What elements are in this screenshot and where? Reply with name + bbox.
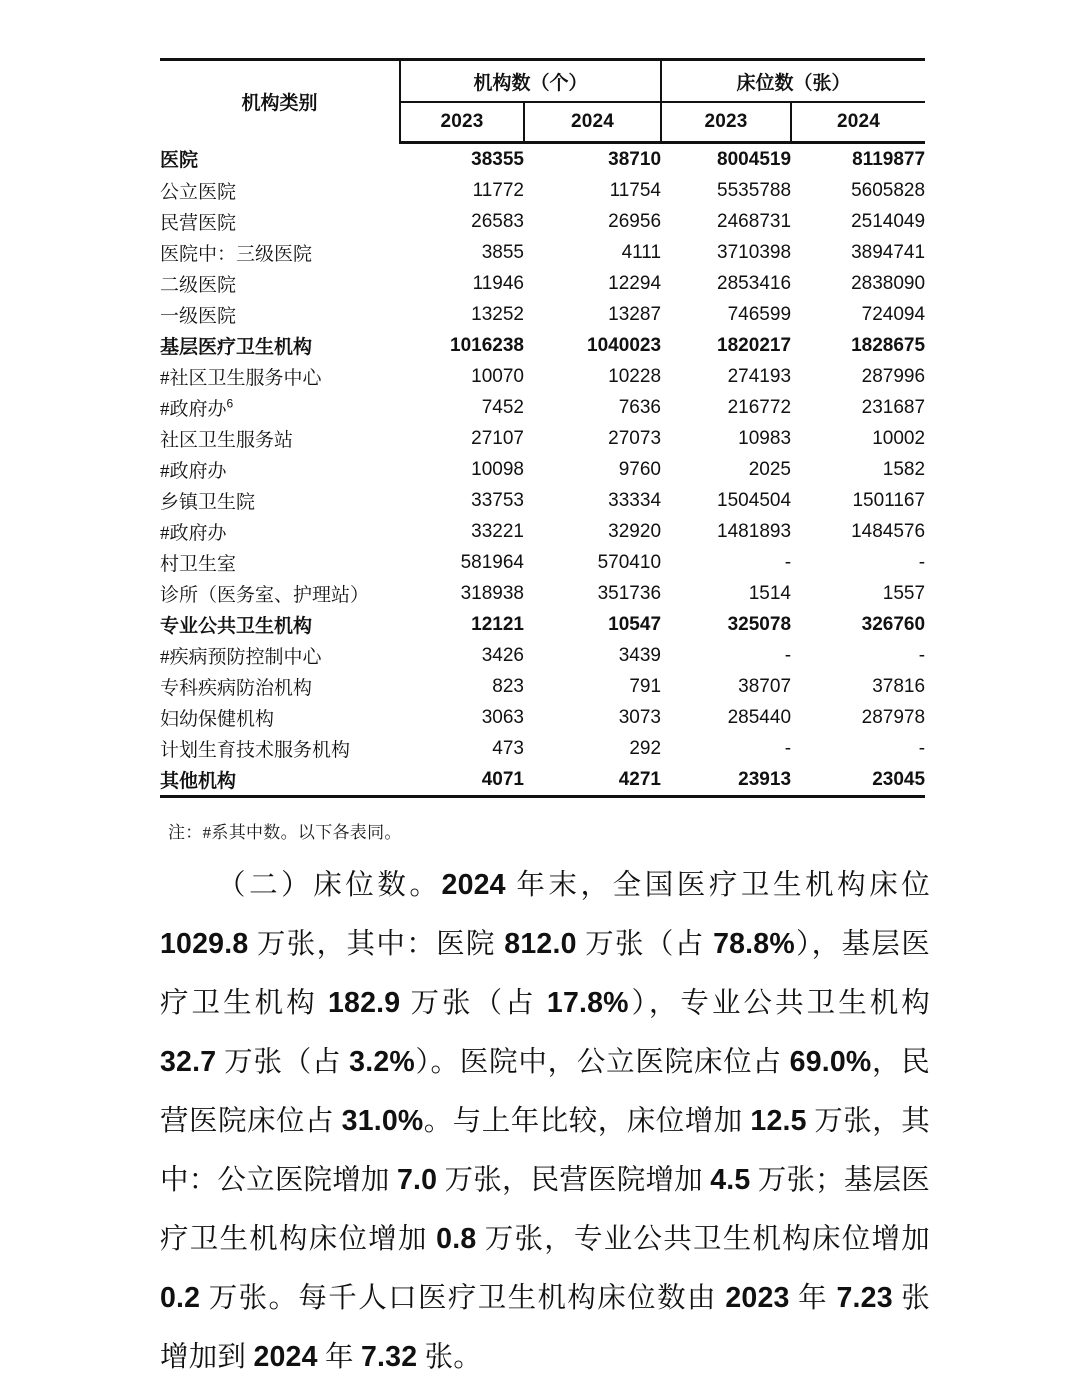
table-row [160, 392, 925, 423]
table-row [160, 671, 925, 702]
header-institutions-2024: 2024 [524, 102, 661, 143]
row-label: 妇幼保健机构 [160, 709, 275, 730]
health-institutions-table [160, 58, 925, 798]
cell-beds-2024: 1501167 [852, 489, 926, 511]
cell-institutions-2024: 27073 [608, 427, 662, 449]
cell-beds-2024: 5605828 [851, 179, 926, 201]
row-label: 基层医疗卫生机构 [160, 337, 313, 358]
cell-institutions-2024: 12294 [608, 272, 662, 294]
row-label: #政府办 [160, 523, 227, 544]
cell-beds-2024: 1557 [882, 582, 926, 604]
row-label: #社区卫生服务中心 [160, 368, 322, 389]
table-row [160, 609, 925, 640]
cell-institutions-2024: 26956 [608, 210, 662, 232]
header-beds-2023: 2023 [661, 102, 791, 143]
cell-institutions-2024: 3073 [618, 706, 662, 728]
cell-institutions-2023: 3855 [481, 241, 524, 263]
table-row [160, 299, 925, 330]
cell-institutions-2023: 1016238 [450, 334, 524, 356]
cell-institutions-2024: 32920 [608, 520, 662, 542]
row-label: 专业公共卫生机构 [160, 616, 313, 637]
cell-institutions-2023: 13252 [471, 303, 524, 325]
cell-beds-2023: 5535788 [717, 179, 792, 201]
cell-beds-2023: 8004519 [717, 148, 792, 170]
cell-institutions-2024: 4111 [621, 241, 662, 263]
cell-institutions-2024: 10547 [608, 613, 662, 635]
cell-institutions-2023: 11772 [472, 179, 524, 201]
cell-beds-2023: 23913 [661, 764, 791, 797]
cell-institutions-2023: 4071 [400, 764, 524, 797]
cell-beds-2024: 2838090 [851, 272, 926, 294]
cell-institutions-2024: 9760 [618, 458, 662, 480]
cell-beds-2024: 37816 [872, 675, 926, 697]
table-row [160, 330, 925, 361]
cell-institutions-2024: 570410 [597, 551, 662, 573]
cell-institutions-2023: 10098 [471, 458, 524, 480]
row-label: 医院中：三级医院 [160, 244, 313, 265]
cell-institutions-2023: 33221 [471, 520, 524, 542]
row-label: #疾病预防控制中心 [160, 647, 322, 668]
cell-institutions-2024: 11754 [609, 179, 662, 201]
cell-beds-2024: 231687 [861, 396, 926, 418]
cell-institutions-2023: 823 [492, 675, 524, 697]
cell-beds-2024: 326760 [861, 613, 926, 635]
header-category: 机构类别 [160, 60, 400, 143]
cell-beds-2023: 10983 [738, 427, 792, 449]
row-label: #政府办 [160, 461, 227, 482]
cell-beds-2024: 1828675 [851, 334, 926, 356]
table-row [160, 764, 925, 797]
table-row [160, 547, 925, 578]
cell-institutions-2023: 38355 [471, 148, 524, 170]
header-group-row [160, 60, 925, 103]
cell-beds-2023: 2853416 [717, 272, 792, 294]
cell-institutions-2024: 351736 [597, 582, 662, 604]
cell-institutions-2024: 4271 [524, 764, 661, 797]
cell-beds-2024: 1484576 [851, 520, 926, 542]
table-row [160, 423, 925, 454]
cell-institutions-2024: 38710 [608, 148, 662, 170]
cell-beds-2024: 8119877 [852, 148, 926, 170]
header-institutions-2023: 2023 [400, 102, 524, 143]
cell-beds-2024: - [918, 737, 926, 759]
table-row [160, 640, 925, 671]
row-label: 二级医院 [160, 275, 237, 296]
cell-institutions-2023: 27107 [471, 427, 524, 449]
row-label: #政府办$^6$ [160, 396, 234, 420]
cell-beds-2024: 23045 [791, 764, 925, 797]
row-label: 其他机构 [160, 764, 400, 797]
cell-institutions-2024: 7636 [618, 396, 662, 418]
table-row [160, 516, 925, 547]
cell-beds-2024: 1582 [882, 458, 926, 480]
header-beds-2024: 2024 [791, 102, 925, 143]
cell-institutions-2023: 7452 [481, 396, 524, 418]
cell-beds-2024: - [918, 551, 926, 573]
cell-institutions-2023: 318938 [460, 582, 524, 604]
cell-beds-2023: 38707 [738, 675, 792, 697]
cell-beds-2023: 2025 [748, 458, 792, 480]
row-label: 乡镇卫生院 [160, 492, 256, 513]
cell-beds-2024: 287978 [861, 706, 926, 728]
cell-beds-2023: 1481893 [717, 520, 792, 542]
cell-institutions-2024: 292 [629, 737, 662, 759]
table-row [160, 578, 925, 609]
table-row [160, 206, 925, 237]
cell-institutions-2024: 13287 [608, 303, 662, 325]
table-body [160, 143, 925, 797]
table-row [160, 361, 925, 392]
cell-institutions-2024: 791 [629, 675, 662, 697]
cell-beds-2023: 274193 [727, 365, 792, 387]
table-row [160, 143, 925, 176]
cell-beds-2023: 285440 [727, 706, 792, 728]
cell-institutions-2024: 3439 [618, 644, 662, 666]
table-row [160, 454, 925, 485]
table-row [160, 485, 925, 516]
cell-beds-2023: 746599 [727, 303, 792, 325]
cell-institutions-2023: 3063 [481, 706, 524, 728]
cell-beds-2023: 2468731 [717, 210, 792, 232]
cell-institutions-2023: 12121 [471, 613, 524, 635]
table-row [160, 175, 925, 206]
table-header [160, 60, 925, 143]
cell-beds-2024: 2514049 [851, 210, 926, 232]
footnote-marker: 6 [226, 396, 234, 411]
table-row [160, 733, 925, 764]
row-label: 计划生育技术服务机构 [160, 740, 351, 761]
cell-institutions-2024: 10228 [608, 365, 662, 387]
cell-beds-2024: 287996 [861, 365, 926, 387]
row-label: 村卫生室 [160, 554, 237, 575]
cell-beds-2023: - [784, 551, 792, 573]
row-label: 社区卫生服务站 [160, 430, 294, 451]
cell-beds-2024: - [918, 644, 926, 666]
cell-beds-2023: 1820217 [717, 334, 792, 356]
row-label: 公立医院 [160, 182, 237, 203]
header-group-beds: 床位数（张） [661, 60, 925, 103]
table-row [160, 237, 925, 268]
cell-institutions-2023: 473 [492, 737, 524, 759]
cell-beds-2023: 3710398 [717, 241, 792, 263]
statistics-table-container [160, 58, 925, 798]
table-row [160, 268, 925, 299]
row-label: 一级医院 [160, 306, 237, 327]
row-label: 民营医院 [160, 213, 237, 234]
cell-institutions-2023: 11946 [472, 272, 524, 294]
cell-beds-2024: 10002 [872, 427, 926, 449]
row-label: 医院 [160, 150, 199, 172]
row-label: 诊所（医务室、护理站） [160, 585, 370, 606]
cell-beds-2023: 216772 [727, 396, 792, 418]
cell-beds-2023: 1514 [748, 582, 792, 604]
table-footnote: 注：#系其中数。以下各表同。 [168, 823, 402, 842]
row-label: 专科疾病防治机构 [160, 678, 313, 699]
cell-institutions-2023: 581964 [460, 551, 524, 573]
cell-institutions-2023: 33753 [471, 489, 524, 511]
cell-institutions-2024: 33334 [608, 489, 662, 511]
cell-institutions-2023: 10070 [471, 365, 524, 387]
header-group-institutions: 机构数（个） [400, 60, 661, 103]
cell-beds-2024: 724094 [861, 303, 926, 325]
cell-beds-2023: - [784, 737, 792, 759]
table-row [160, 702, 925, 733]
cell-institutions-2024: 1040023 [587, 334, 662, 356]
cell-beds-2023: 1504504 [717, 489, 792, 511]
body-paragraph: （二）床位数。2024 年末，全国医疗卫生机构床位 1029.8 万张，其中：医院 812.0 万张（占 78.8%），基层医疗卫生机构 182.9 万张（占 17.8%），专业公共卫生机构 32.7 万张（占 3.2%）。医院中，公立医院床位占 69.0%，民营医院床位占 31.0%。与上年比较，床位增加 12.5 万张，其中：公立医院增加 7.0 万张，民营医院增加 4.5 万张；基层医疗卫生机构床位增加 0.8 万张，专业公共卫生机构床位增加 0.2 万张。每千人口医疗卫生机构床位数由 2023 年 7.23 张增加到 2024 年 7.32 张。 [160, 869, 931, 1373]
cell-institutions-2023: 3426 [481, 644, 524, 666]
cell-beds-2023: 325078 [727, 613, 792, 635]
cell-beds-2024: 3894741 [851, 241, 926, 263]
cell-institutions-2023: 26583 [471, 210, 524, 232]
cell-beds-2023: - [784, 644, 792, 666]
